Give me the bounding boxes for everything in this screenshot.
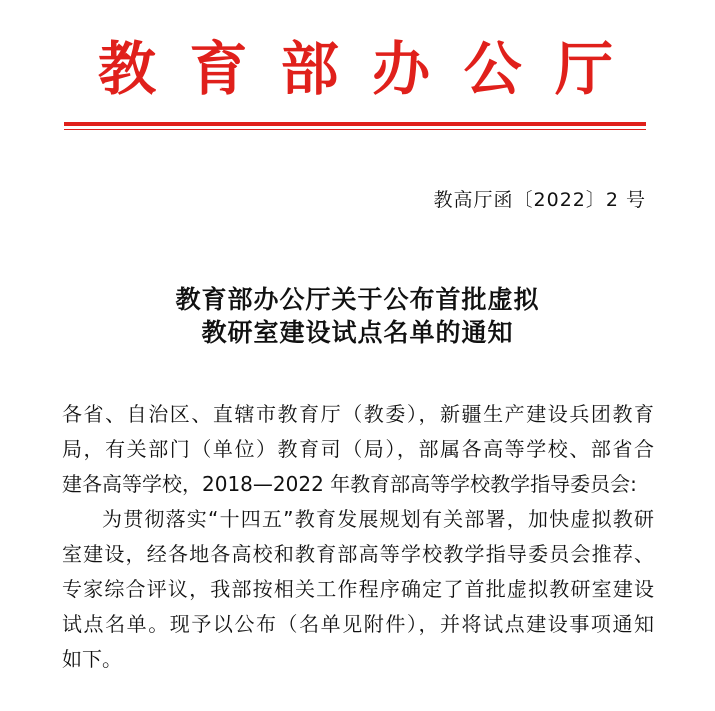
masthead-org-name — [98, 34, 613, 104]
paragraph-line: 试点名单。现予以公布（名单见附件），并将试点建设事项通知 — [62, 612, 654, 636]
document-body — [62, 397, 654, 677]
masthead-char: 办 — [372, 35, 431, 103]
masthead-divider-thick — [64, 122, 646, 126]
addressee-line: 建各高等学校，2018—2022 年教育部高等学校教学指导委员会: — [62, 472, 637, 496]
masthead-char: 部 — [280, 35, 339, 103]
paragraph-line: 为贯彻落实“十四五”教育发展规划有关部署，加快虚拟教研 — [102, 507, 654, 531]
document-title-line-1: 教育部办公厅关于公布首批虚拟 — [175, 285, 540, 314]
addressee-line: 局，有关部门（单位）教育司（局），部属各高等学校、部省合 — [62, 437, 654, 461]
document-title-line-2: 教研室建设试点名单的通知 — [201, 318, 514, 347]
masthead-char: 厅 — [554, 35, 613, 103]
document-number: 教高厅函〔2022〕2 号 — [433, 189, 646, 211]
addressee-line: 各省、自治区、直辖市教育厅（教委），新疆生产建设兵团教育 — [62, 402, 654, 426]
masthead-char: 育 — [189, 35, 248, 103]
paragraph-line: 室建设，经各地各高校和教育部高等学校教学指导委员会推荐、 — [62, 542, 654, 566]
paragraph-line: 如下。 — [62, 647, 122, 671]
masthead-divider-thin — [64, 129, 646, 130]
paragraph-line: 专家综合评议，我部按相关工作程序确定了首批虚拟教研室建设 — [62, 577, 654, 601]
masthead-char: 教 — [98, 35, 157, 103]
masthead-char: 公 — [463, 35, 522, 103]
